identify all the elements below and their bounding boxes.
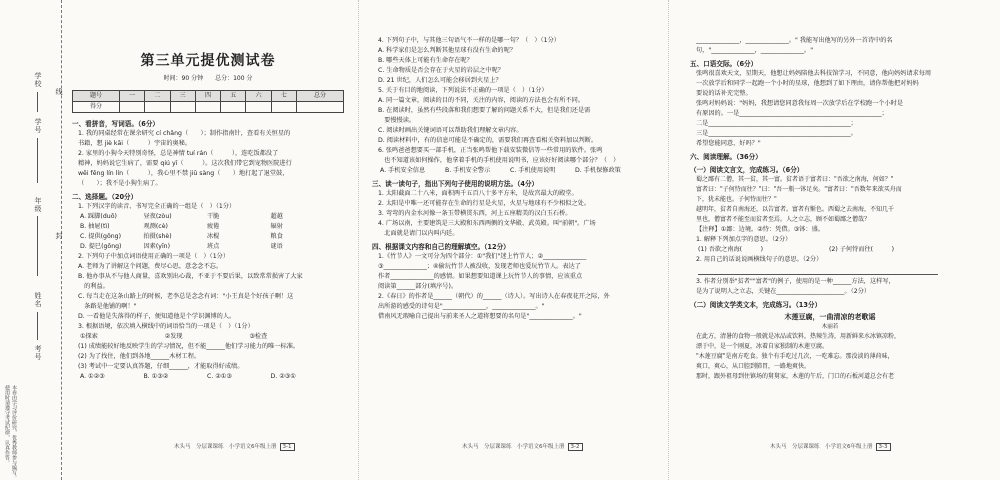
text-line: A. 老师为了讲解这个问题，费尽心思，意念念不忘。 bbox=[78, 263, 223, 270]
score-cell[interactable] bbox=[221, 102, 246, 113]
option-word: 因素(yīn) bbox=[143, 243, 171, 250]
text-line: 在此方，清暑的食物一般就是冰品或饮料，热辣生涛，用新鲜来水冰镇凉粉， bbox=[696, 333, 901, 340]
answer-option: A. 手机安全信息 bbox=[380, 167, 426, 174]
option-word: 辐射 bbox=[270, 223, 283, 230]
passage-body bbox=[690, 332, 970, 382]
score-cell[interactable]: 一 bbox=[119, 91, 144, 102]
text-line: 也不知道该如何操作，他拿着手机的手机使用说明书，应该好好阅读哪个部分？（ ） bbox=[378, 157, 620, 164]
option-word: 班点 bbox=[207, 243, 220, 250]
text-line: A. 同一篇文章，阅读的目的不同，关注的内容，阅读的方法也会有所不同。 bbox=[378, 97, 585, 104]
text-line: 里也，僧富者不能至而贫者至焉。人之立志，顾不如蜀鄙之僧哉？ bbox=[696, 216, 871, 223]
option-word: D. 提巳(gōng) bbox=[80, 243, 122, 250]
score-cell[interactable]: 二 bbox=[145, 91, 170, 102]
question-options bbox=[372, 96, 650, 146]
section-3-body bbox=[372, 189, 650, 239]
text-line: 张鸣对妈妈说："妈妈，我想请您同意我每周一次放学后在学校跑一个小时是 bbox=[696, 100, 904, 107]
score-cell[interactable]: 四 bbox=[195, 91, 220, 102]
option-word: 观测(cè) bbox=[143, 223, 168, 230]
text-line: 2. 家里的小狗今天特别奇怪，总是神情 tuí rán（ ），连吃饭都没了 bbox=[78, 150, 279, 157]
answer-options bbox=[72, 372, 344, 382]
text-line: 爽口，爽心，从口腔到肺胃，一路地爽快。 bbox=[696, 363, 811, 370]
text-line: 三是______________________________________________。 bbox=[696, 130, 857, 137]
option-word: B. 抽屉(tì) bbox=[80, 223, 110, 230]
subsection-heading: （二）阅读文学类文本，完成练习。（13分） bbox=[690, 301, 822, 309]
page-number: 3-3 bbox=[876, 443, 891, 451]
text-line: C. 每当走在这条山路上的时候，老李总是念念有词："小王真是个好孩子啊！这 bbox=[78, 293, 294, 300]
text-line: 的利益。 bbox=[78, 283, 109, 290]
footer-text: 木头马 分层课课练 小学语文6年级上册 bbox=[770, 444, 873, 450]
word-choices bbox=[72, 332, 344, 342]
text-line: 作者______________的感情。如果想要知道课上玩竹节人的事情，应该重点 bbox=[378, 273, 583, 280]
annotation: 【注释】①鄙：边境。②恃：凭借。③钵：盛。 bbox=[696, 226, 825, 233]
text-line: 北面就是请门以内叫内廷。 bbox=[378, 230, 459, 237]
text-line: 出所游的感受的诗句是"______________，______________。" bbox=[378, 303, 545, 310]
question-item: (1) 吾欲之南海( ) bbox=[698, 246, 764, 253]
text-line: 漂于中，是一个刚夏，冰着自家独制的木莲豆腐。 bbox=[696, 343, 829, 350]
fill-line bbox=[37, 138, 38, 183]
text-line: 条路是他铺的啊！" bbox=[78, 303, 137, 310]
text-line: A. 科学家们是怎么判断其他星球有没有生命的呢？ bbox=[378, 47, 516, 54]
text-line: 2. 太阳是中唯一还可能存在生命的行星是火星，火星与地球有不少相似之处。 bbox=[378, 200, 591, 207]
text-line: ______________，______________。" 我能写出他写的另外一首诗中的名 bbox=[696, 37, 893, 44]
text-line: B. 他办事从不与他人商量，喜欢别出心裁，不亚于不要后果，以致常常损害了大家 bbox=[78, 273, 303, 280]
footer bbox=[462, 442, 583, 450]
label-name: 姓名 bbox=[34, 292, 42, 308]
page-2 bbox=[372, 36, 650, 322]
score-cell[interactable] bbox=[170, 102, 195, 113]
label-exam-no: 考号 bbox=[34, 345, 42, 361]
text-line: D. 一看他是失落得的样子，便知道他是个学识渊博的人。 bbox=[78, 313, 236, 320]
section-5-heading: 五、口语交际。（6分） bbox=[690, 60, 758, 68]
text-line: 书籍，想 jiè kāi（ ）宇宙的奥秘。 bbox=[78, 140, 192, 147]
word-choice: ②发现 bbox=[164, 333, 183, 340]
text-line: 希望您能同意，好吗？" bbox=[696, 140, 761, 147]
question-text: 3. 根据语境，依次填入横线中的词语恰当的一项是（ ）（1分） bbox=[78, 323, 254, 330]
score-cell[interactable]: 六 bbox=[246, 91, 271, 102]
footer-text: 木头马 分层课课练 小学语文6年级上册 bbox=[174, 444, 277, 450]
answer-option: B. 手机安全警示 bbox=[445, 167, 491, 174]
answer-option: C. 手机使用说明 bbox=[510, 167, 556, 174]
label-student-id: 学号 bbox=[34, 118, 42, 134]
option-word: C. 提供(gōng) bbox=[80, 233, 122, 240]
label-line: 线 bbox=[55, 88, 63, 96]
question-text: 是为了说明人之立志，关键在______________________。（2分） bbox=[696, 288, 871, 295]
text-line: (3) 考试中一定要认真答题，仔细______，才能取得好成绩。 bbox=[78, 363, 244, 370]
section-4-heading: 四、根据课文内容和自己的理解填空。（12分） bbox=[372, 243, 510, 251]
section-4-body bbox=[372, 252, 650, 322]
option-word: 拍摄(shè) bbox=[143, 233, 172, 240]
text-line: 富者曰："子何恃而往？"曰："吾一瓶一钵足矣。"富者曰："吾数年来欲买舟而 bbox=[696, 186, 902, 193]
footer bbox=[174, 442, 295, 450]
question-options bbox=[372, 46, 650, 86]
text-line: 蜀之鄙有二僧，其一贫，其一富。贫者语于富者曰："吾欲之南海，何如？" bbox=[696, 176, 894, 183]
text-line: 一次放学后和同学一起跑一个小时的星球，他想到了如下理由，请你帮他把对妈妈 bbox=[696, 80, 919, 87]
passage-author: 木丽若 bbox=[821, 324, 839, 330]
text-line: C. 阅读时画出关键词语可以帮助我们理解文章内容。 bbox=[378, 127, 523, 134]
option-word: 冰棍 bbox=[207, 233, 220, 240]
text-line: 3. 弯弯的内金水河像一条玉带横贯东西，河上五座精美的汉白玉石桥。 bbox=[378, 210, 572, 217]
exam-title: 第三单元提优测试卷 bbox=[140, 53, 276, 69]
text-line: 句，"______________，______________。" bbox=[696, 47, 814, 54]
question-options bbox=[72, 262, 344, 322]
question-text: 6. 张鸣爸爸想要买一部手机，正当张鸣帮他下载安装微信等一些常用的软件。张鸣 bbox=[378, 147, 603, 154]
page-3 bbox=[690, 36, 970, 382]
question-text: 1. 解释下列加点字的意思。（2分） bbox=[696, 236, 792, 243]
footer-text: 木头马 分层课课练 小学语文6年级上册 bbox=[462, 444, 565, 450]
answer-option: C. ②①③ bbox=[207, 373, 232, 380]
text-line: B. 在阅读时，虽然有些段落和我们想要了解的问题关系不大，但是我们还是需 bbox=[378, 107, 591, 114]
score-cell[interactable] bbox=[195, 102, 220, 113]
text-line: 1. 我的同桌经常在课余研究 cí chǎng（ ）；制作指南针，查看有关恒星的 bbox=[78, 130, 291, 137]
option-word: 干脆 bbox=[207, 213, 220, 220]
score-cell[interactable] bbox=[246, 102, 271, 113]
word-choice: ③检查 bbox=[249, 333, 268, 340]
binding-note: 本卷由学习评价研究，优秀教师参与编写。使用时请遵守考试纪律，认真作答。 bbox=[4, 385, 17, 480]
text-line: 张鸣很喜欢天文，星期天，他想让妈妈陪他去科技馆学习，不同意，他向妈妈请求每周 bbox=[696, 70, 932, 77]
score-cell[interactable] bbox=[271, 102, 296, 113]
subsection-heading: （一）阅读文言文，完成练习。（6分） bbox=[690, 166, 804, 174]
option-row bbox=[72, 232, 344, 242]
passage-title: 木莲豆腐，一曲清凉的老歌谣 bbox=[784, 313, 876, 321]
classical-passage bbox=[690, 175, 970, 225]
answer-option: A. ①②③ bbox=[80, 373, 105, 380]
text-line: 要慢慢读。 bbox=[378, 117, 416, 124]
section-3-heading: 三、读一读句子，指出下列句子使用的说明方法。（4分） bbox=[372, 180, 539, 188]
label-seal: 封 bbox=[55, 232, 63, 240]
question-sentences bbox=[72, 342, 344, 372]
text-line: 下，犹未能也。子何恃而往？" bbox=[696, 196, 777, 203]
page-number: 3-1 bbox=[280, 443, 295, 451]
text-line: 越明年，贫者自南海还，以告富者。富者有惭色。西蜀之去南海，不知几千 bbox=[696, 206, 895, 213]
question-text: 5. 关于有目的地阅读，下列说法不正确的一项是（ ）（1分） bbox=[378, 87, 548, 94]
page-divider bbox=[358, 0, 359, 480]
text-line: wēi fēng lín lín（ ），我心里不禁 jiū sàng（ ）地打起了退堂鼓， bbox=[78, 170, 289, 177]
label-school: 学校 bbox=[34, 72, 42, 88]
score-cell[interactable] bbox=[297, 102, 344, 113]
option-word: 粮食 bbox=[270, 233, 283, 240]
text-line: 1. 太阳截面二十八米，面积两千五百八十多平方米，是故宫最大的殿堂。 bbox=[378, 190, 578, 197]
section-6-heading: 六、阅读理解。（36分） bbox=[690, 153, 762, 161]
answer-option: D. 手机保修政策 bbox=[575, 167, 621, 174]
question-items bbox=[690, 245, 970, 255]
text-line: 那时，跟外祖母到住镇场的舅舅家，木莲的午后，门口的石板河道总会有老 bbox=[696, 373, 895, 380]
fill-line bbox=[37, 312, 38, 340]
text-line: 阅读第______部分(填序号)。 bbox=[378, 283, 458, 290]
continued-lines bbox=[690, 36, 970, 56]
text-line: D. 阅读材料中，有的信息可能是不确定的，需要我们再查看相关资料加以判断。 bbox=[378, 137, 598, 144]
option-row bbox=[72, 222, 344, 232]
section-1-heading: 一、看拼音，写词语。（6分） bbox=[72, 120, 160, 128]
question-item: (2) 子何恃而往( ) bbox=[829, 246, 895, 253]
score-cell: 题号 bbox=[73, 91, 120, 102]
fill-line bbox=[37, 92, 38, 112]
text-line: ③______________；④偷玩竹节人被没收，发现老师也爱玩竹节人。表达了 bbox=[378, 263, 581, 270]
page-divider bbox=[668, 0, 669, 480]
option-word: 超越 bbox=[270, 213, 283, 220]
text-line: "木莲豆腐"是南方吃食。独个有手吃过几次，一吃难忘。那没淡的薄荷味， bbox=[696, 353, 894, 360]
text-line: 1.《竹节人》一文可分为四个部分：①"我们"迷上竹节人；②______________ bbox=[378, 253, 587, 260]
binding-margin bbox=[0, 0, 62, 480]
question-text: 2. 下列句子中加点词语使用正确的一项是（ ）（1分） bbox=[78, 253, 230, 260]
text-line: 借南风无瑕喻自己提出与前来圣人之道将想要的名句是"______________。" bbox=[378, 313, 582, 320]
text-line: （ ）；我不是小狗生病了。 bbox=[78, 180, 162, 187]
option-word: 昼夜(zòu) bbox=[143, 213, 172, 220]
page-1 bbox=[72, 36, 344, 382]
question-text: 1. 下列汉字的读音、书写完全正确的一组是（ ）（1分） bbox=[78, 203, 236, 210]
score-table bbox=[72, 90, 344, 113]
footer bbox=[770, 442, 891, 450]
score-cell[interactable]: 总分 bbox=[297, 91, 344, 102]
text-line: (1) 成绩能较好地反映学生的学习情况，但不能______他们学习能力的唯一标准。 bbox=[78, 343, 300, 350]
text-line: B. 哪些天体上可能有生命存在呢？ bbox=[378, 57, 473, 64]
answer-line[interactable] bbox=[698, 266, 938, 275]
label-grade: 年级 bbox=[34, 197, 42, 213]
question-text: 3. 作者分别举"贫者""富者"的例子，使用的是一种______方法，这样写， bbox=[696, 278, 895, 285]
option-row bbox=[72, 212, 344, 222]
section-5-body bbox=[690, 69, 970, 149]
option-word: 谜语 bbox=[270, 243, 283, 250]
option-word: A. 踩脚(duō) bbox=[80, 213, 117, 220]
question-text: 4. 下列句子中，与其他三句语气不一样的是哪一句？（ ）（1分） bbox=[378, 37, 560, 44]
section-2-heading: 二、选择题。（20分） bbox=[72, 193, 138, 201]
page-number: 3-2 bbox=[568, 443, 583, 451]
answer-option: B. ①③② bbox=[143, 373, 169, 380]
question-options bbox=[72, 212, 344, 252]
text-line: 二是______________________________________________； bbox=[696, 120, 857, 127]
word-choice: ①探索 bbox=[80, 333, 98, 340]
fill-line bbox=[37, 216, 38, 276]
text-line: 2.《春日》的作者是______（朝代）的______（诗人）。写出诗人在春夜花开之际，外 bbox=[378, 293, 610, 300]
text-line: C. 生命物质是否会存在于火星的岩层之中呢？ bbox=[378, 67, 504, 74]
score-cell: 得分 bbox=[73, 102, 120, 113]
text-line: 精神，妈妈说它生病了，需要 qiú yī（ ）。这次我们带它到宠物医院进行 bbox=[78, 160, 292, 167]
question-text bbox=[372, 156, 650, 166]
text-line: 4. 广场以南，主要建筑是三大殿和东西两侧的文华殿、武英殿。叫"前朝"。广场 bbox=[378, 220, 596, 227]
question-text: 2. 用自己的话说说画横线句子的意思。（2分） bbox=[696, 256, 823, 263]
option-row bbox=[72, 242, 344, 252]
option-word: 疲倦 bbox=[207, 223, 220, 230]
text-line: 要说的话补充完整。 bbox=[696, 90, 752, 97]
text-line: (2) 为了找住，他们到各地______木材工程。 bbox=[78, 353, 201, 360]
answer-options bbox=[372, 166, 650, 176]
section-1-body bbox=[72, 129, 344, 189]
score-cell[interactable] bbox=[119, 102, 144, 113]
text-line: D. 21 世纪，人们怎么可能会移居到火星上？ bbox=[378, 77, 502, 84]
text-line: 有原因的。一是______________________________________________； bbox=[696, 110, 888, 117]
score-cell[interactable]: 七 bbox=[271, 91, 296, 102]
exam-meta: 时间：90 分钟 总分：100 分 bbox=[163, 75, 253, 82]
score-cell[interactable]: 三 bbox=[170, 91, 195, 102]
score-cell[interactable]: 五 bbox=[221, 91, 246, 102]
answer-option: D. ②③① bbox=[270, 373, 296, 380]
score-cell[interactable] bbox=[145, 102, 170, 113]
